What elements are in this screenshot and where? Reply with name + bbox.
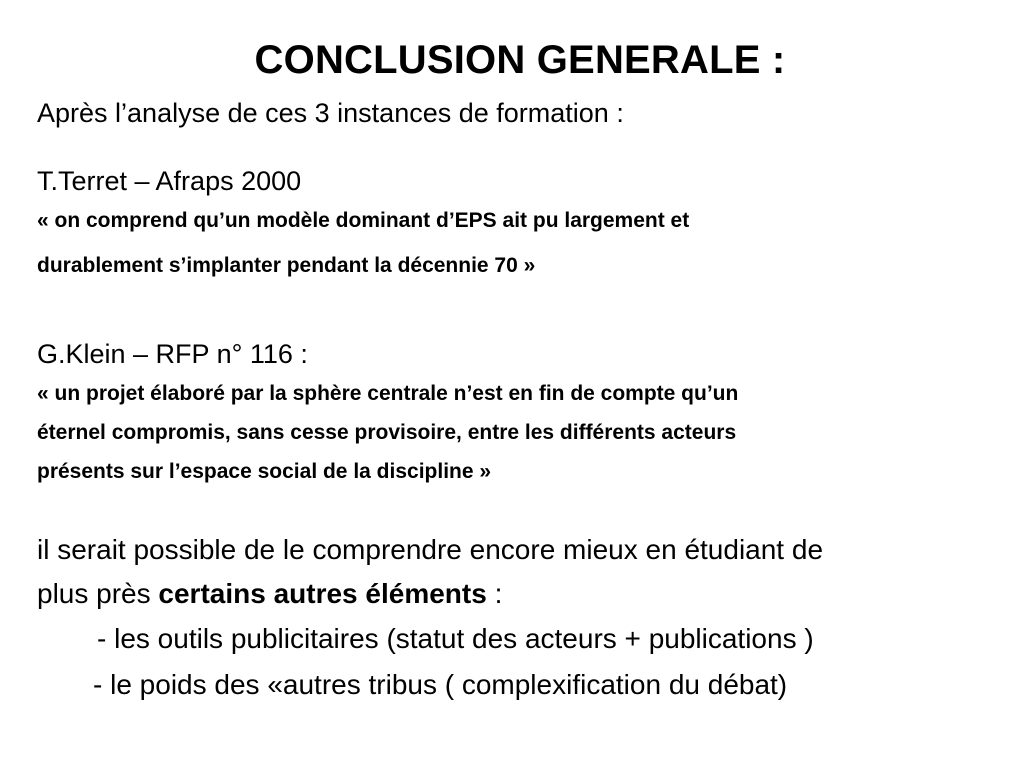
source2-quote-line3: présents sur l’espace social de la discipline »: [37, 460, 492, 483]
source2-author: G.Klein – RFP n° 116 :: [37, 339, 308, 369]
conclusion-line2-prefix: plus près: [37, 578, 159, 609]
source2-quote-line1: « un projet élaboré par la sphère centrale n’est en fin de compte qu’un: [37, 382, 739, 405]
conclusion-line2-bold: certains autres éléments: [158, 578, 487, 609]
slide-title: CONCLUSION GENERALE :: [254, 38, 786, 82]
source1-author: T.Terret – Afraps 2000: [37, 166, 302, 196]
intro-text: Après l’analyse de ces 3 instances de formation :: [37, 98, 624, 128]
bullet-item-tribes: - le poids des «autres tribus ( complexification du débat): [93, 669, 788, 700]
conclusion-line2-suffix: :: [486, 578, 503, 609]
source2-quote-line2: éternel compromis, sans cesse provisoire, entre les différents acteurs: [37, 421, 737, 444]
source1-quote-line2: durablement s’implanter pendant la décennie 70 »: [37, 254, 536, 277]
conclusion-line1: il serait possible de le comprendre encore mieux en étudiant de: [37, 534, 824, 565]
bullet-item-tools: - les outils publicitaires (statut des acteurs + publications ): [97, 623, 814, 654]
conclusion-line2: [37, 578, 502, 610]
source1-quote-line1: « on comprend qu’un modèle dominant d’EPS ait pu largement et: [37, 209, 690, 232]
